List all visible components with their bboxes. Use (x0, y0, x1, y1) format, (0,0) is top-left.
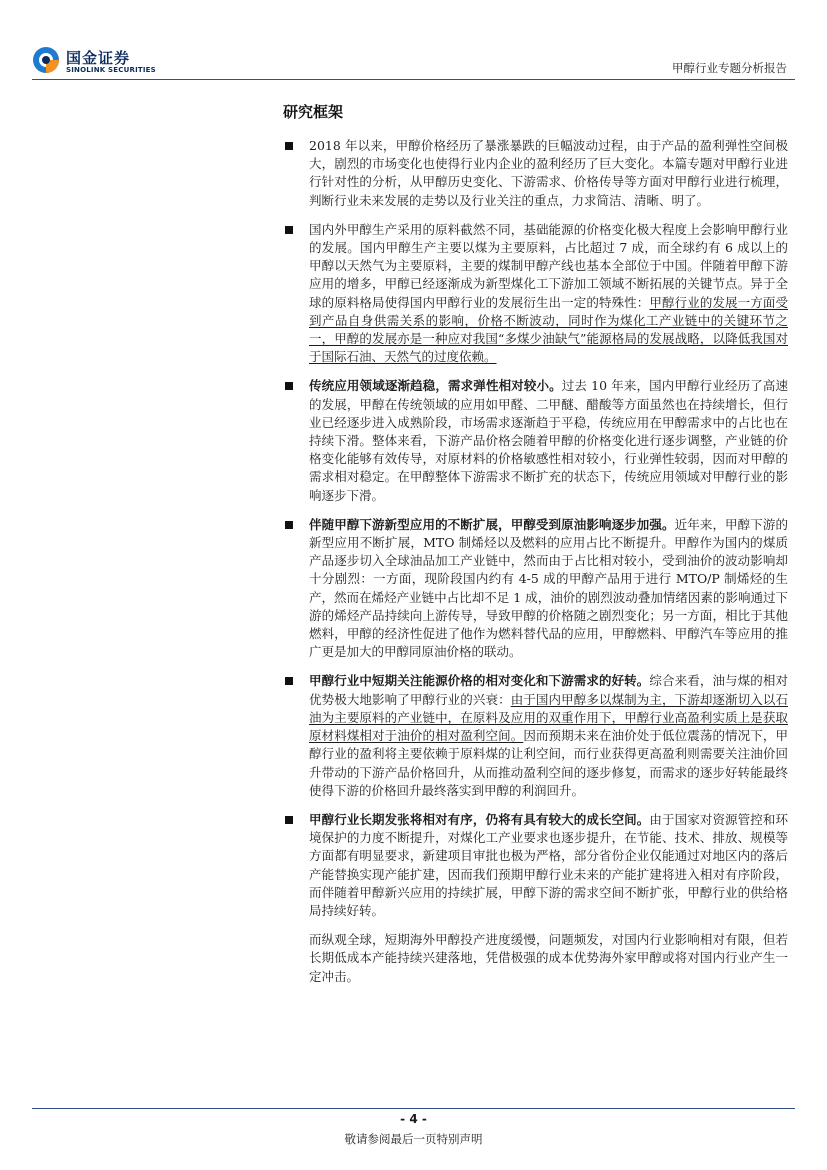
bullet-text: 近年来，甲醇下游的新型应用不断扩展，MTO 制烯烃以及燃料的应用占比不断提升。甲醇作为国内的煤质产品逐步切入全球油品加工产业链中，然而由于占比相对较小，受到油价的波动影响却十分剧烈：一方面，现阶段国内约有 4-5 成的甲醇产品用于进行 MTO/P 制烯烃的生产，然而在烯烃产业链中占比却不足 1 成，油价的剧烈波动叠加情绪因素的影响通过下游的烯烃产品持续向上游传导，导致甲醇的价格随之剧烈变化；另一方面，相比于其他燃料，甲醇的经济性促进了他作为燃料替代品的应用，甲醇燃料、甲醇汽车等应用的推广更是加大的甲醇同原油价格的联动。 (309, 516, 788, 660)
bullet-text: 过去 10 年来，国内甲醇行业经历了高速的发展，甲醇在传统领域的应用如甲醛、二甲醚、醋酸等方面虽然也在持续增长，但行业已经逐步进入成熟阶段，市场需求逐渐趋于平稳，传统应用在甲醇需求中的占比也在持续下滑。整体来看，下游产品价格会随着甲醇的价格变化进行逐步调整，产业链的价格变化能够有效传导，对原材料的价格敏感性相对较小，行业弹性较弱，因而对甲醇的需求相对稳定。在甲醇整体下游需求不断扩充的状态下，传统应用领域对甲醇行业的影响逐步下滑。 (309, 378, 788, 503)
logo-english-name: SINOLINK SECURITIES (66, 66, 156, 74)
square-bullet-icon (285, 142, 293, 150)
section-title: 研究框架 (283, 103, 344, 121)
bullet-item (283, 811, 788, 920)
square-bullet-icon (285, 382, 293, 390)
sinolink-logo-icon (32, 46, 60, 74)
bullet-paragraph (309, 377, 788, 504)
bullet-lead-text: 伴随甲醇下游新型应用的不断扩展，甲醇受到原油影响逐步加强。 (309, 516, 675, 532)
closing-paragraph: 而纵观全球，短期海外甲醇投产进度缓慢，问题频发，对国内行业影响相对有限，但若长期低成本产能持续兴建落地，凭借极强的成本优势海外家甲醇或将对国内行业产生一定冲击。 (309, 932, 788, 984)
bullet-item (283, 137, 788, 210)
bullet-item (283, 377, 788, 504)
page-number: - 4 - (400, 1112, 427, 1126)
bullet-item (283, 221, 788, 367)
disclaimer-text: 敬请参阅最后一页特别声明 (344, 1132, 483, 1146)
page-header (0, 0, 827, 90)
header-divider (32, 79, 795, 80)
bullet-item (283, 516, 788, 662)
bullet-paragraph (309, 221, 788, 367)
bullet-lead-text: 甲醇行业长期发张将相对有序，仍将有具有较大的成长空间。 (309, 811, 650, 827)
bullet-paragraph (309, 811, 788, 920)
bullet-text: 国内外甲醇生产采用的原料截然不同，基础能源的价格变化极大程度上会影响甲醇行业的发展。国内甲醇生产主要以煤为主要原料，占比超过 7 成，而全球约有 6 成以上的甲醇以天然气为主要原料，主要的煤制甲醇产线也基本全部位于中国。伴随着甲醇下游应用的增多，甲醇已经逐渐成为新型煤化工下游加工领域不断拓展的关键节点。异于全球的原料格局使得国内甲醇行业的发展衍生出一定的特殊性： (309, 221, 788, 310)
square-bullet-icon (285, 816, 293, 824)
logo-chinese-name: 国金证券 (66, 49, 131, 67)
bullet-paragraph (309, 672, 788, 799)
report-title: 甲醇行业专题分析报告 (672, 61, 787, 75)
bullet-item (283, 672, 788, 799)
research-framework-content (283, 137, 788, 986)
bullet-lead-text: 传统应用领域逐渐趋稳，需求弹性相对较小。 (309, 378, 562, 394)
square-bullet-icon (285, 226, 293, 234)
underlined-text: 甲醇行业的发展一方面受到产品自身供需关系的影响，价格不断波动，同时作为煤化工产业链中的关键环节之一，甲醇的发展亦是一种应对我国“多煤少油缺气”能源格局的发展战略，以降低我国对于国际石油、天然气的过度依赖。 (309, 294, 788, 365)
bullet-text: 综合来看，油与煤的相对优势极大地影响了甲醇行业的兴衰： (309, 673, 788, 707)
company-logo (32, 46, 162, 78)
bullet-paragraph (309, 137, 788, 210)
bullet-lead-text: 甲醇行业中短期关注能源价格的相对变化和下游需求的好转。 (309, 673, 650, 689)
footer-divider (32, 1108, 795, 1109)
square-bullet-icon (285, 677, 293, 685)
underlined-text: 由于国内甲醇多以煤制为主，下游却逐渐切入以石油为主要原料的产业链中，在原料及应用的双重作用下，甲醇行业高盈利实质上是获取原材料煤相对于油价的相对盈利空间。 (309, 691, 788, 744)
bullet-text: 由于国家对资源管控和环境保护的力度不断提升，对煤化工产业要求也逐步提升，在节能、技术、排放、规模等方面都有明显要求，新建项目审批也极为严格，部分省份企业仅能通过对地区内的落后产能替换实现产能扩建，因而我们预期甲醇行业未来的产能扩建将进入相对有序阶段，而伴随着甲醇新兴应用的持续扩展，甲醇下游的需求空间不断扩张，甲醇行业的供给格局持续好转。 (309, 811, 788, 918)
square-bullet-icon (285, 521, 293, 529)
bullet-text: 因而预期未来在油价处于低位震荡的情况下，甲醇行业的盈利将主要依赖于原料煤的让利空间，而行业获得更高盈利则需要关注油价回升带动的下游产品价格回升，从而推动盈利空间的逐步修复，而需求的逐步好转能最终使得下游的价格回升最终落实到甲醇的利润回升。 (309, 728, 788, 798)
bullet-text: 2018 年以来，甲醇价格经历了暴涨暴跌的巨幅波动过程，由于产品的盈利弹性空间极大，剧烈的市场变化也使得行业内企业的盈利经历了巨大变化。本篇专题对甲醇行业进行针对性的分析，从甲醇历史变化、下游需求、价格传导等方面对甲醇行业进行梳理，判断行业未来发展的走势以及行业关注的重点，力求简洁、清晰、明了。 (309, 138, 788, 208)
bullet-paragraph (309, 516, 788, 662)
bullet-list (283, 137, 788, 920)
